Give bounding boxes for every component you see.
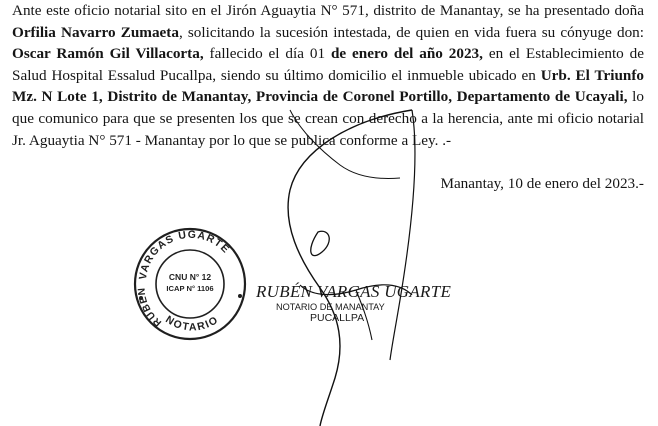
text-segment: , solicitando la sucesión intestada, de quien en vida fuera su cónyuge don: xyxy=(178,23,644,41)
seal-top-text: VARGAS UGARTE xyxy=(136,228,233,281)
text-segment: en el Establecimiento de Salud Hospital Essalud Pucallpa, siendo su último domicilio el inmueble ubicado en xyxy=(12,45,644,84)
date-line: Manantay, 10 de enero del 2023.- xyxy=(440,175,644,192)
seal-icap: ICAP N° 1106 xyxy=(166,284,214,293)
seal-bottom-text: NOTARIO xyxy=(163,313,222,334)
notary-title: NOTARIO DE MANANTAY xyxy=(276,302,385,312)
text-segment: Ante este oficio notarial sito en el Jirón Aguaytia N° 571, distrito de Manantay, se ha presentado doña xyxy=(12,2,644,19)
notary-seal xyxy=(132,226,248,342)
notary-city: PUCALLPA xyxy=(310,312,365,324)
seal-cnu: CNU N° 12 xyxy=(168,272,212,282)
text-segment: fallecido el día 01 xyxy=(203,45,331,63)
bold-text-segment: Orfilia Navarro Zumaeta xyxy=(12,23,179,41)
svg-text:NOTARIO xyxy=(163,314,221,334)
notary-name: RUBÉN VARGAS UGARTE xyxy=(256,282,452,301)
text-segment: lo que comunico para que se presenten los que se crean con derecho a la herencia, ante mi oficio notarial Jr. Aguaytia N° 571 - Manantay por lo que se publica conforme a Ley. .- xyxy=(12,88,644,149)
bold-text-segment: de enero del año 2023, xyxy=(330,45,483,63)
bold-text-segment: Urb. El Triunfo Mz. N Lote 1, Distrito de Manantay, Provincia de Coronel Portillo, Departamento de Ucayali, xyxy=(12,66,644,106)
notice-paragraph xyxy=(12,0,644,151)
seal-left-text: RUBÉN xyxy=(136,286,164,329)
bold-text-segment: Oscar Ramón Gil Villacorta, xyxy=(12,45,204,63)
notary-signature-block xyxy=(256,282,452,324)
